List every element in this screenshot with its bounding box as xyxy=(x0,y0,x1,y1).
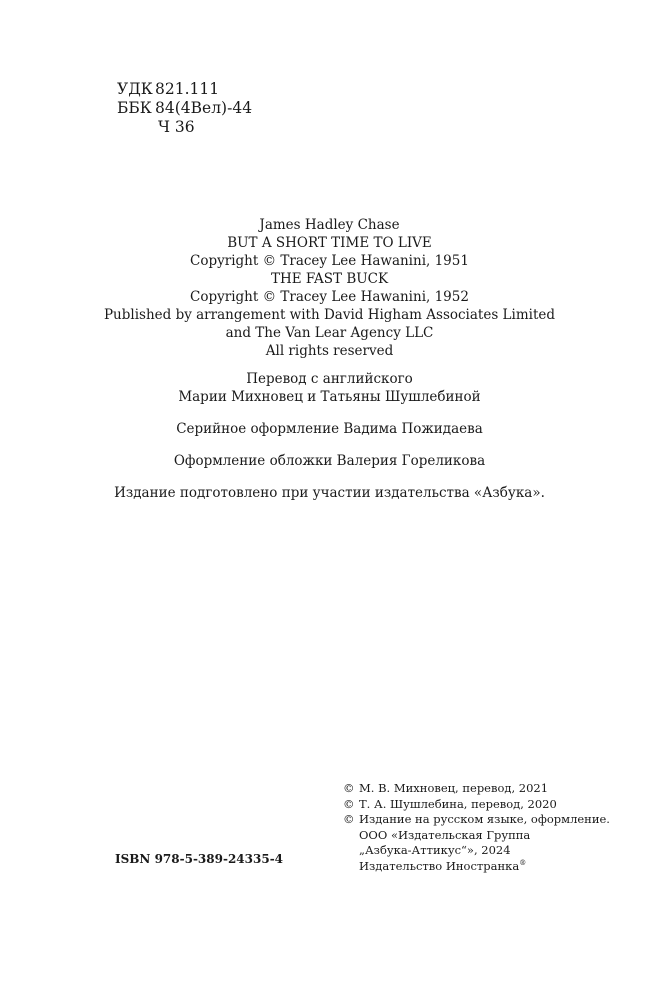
original-title-2: THE FAST BUCK xyxy=(270,271,389,287)
series-design: Серийное оформление Вадима Пожидаева xyxy=(176,421,483,437)
copyright-symbol: © xyxy=(343,781,355,795)
author-name: James Hadley Chase xyxy=(259,217,400,233)
rights-reserved: All rights reserved xyxy=(265,343,394,359)
publisher-line: „Азбука-Аттикус“», 2024 xyxy=(359,843,511,857)
classification-codes xyxy=(117,80,252,137)
copyright-notice xyxy=(343,797,610,813)
copyright-symbol: © xyxy=(343,796,355,811)
copyright-notices xyxy=(343,781,610,874)
copyright-1: Copyright © Tracey Lee Hawanini, 1951 xyxy=(190,253,469,269)
arrangement-line-2: and The Van Lear Agency LLC xyxy=(225,325,434,341)
udk-label: УДК xyxy=(117,80,153,98)
author-mark: Ч 36 xyxy=(158,118,195,136)
isbn-number: ISBN 978-5-389-24335-4 xyxy=(115,852,284,866)
registered-mark: ® xyxy=(519,858,527,867)
copyright-symbol: © xyxy=(343,812,355,826)
publisher-imprint xyxy=(343,859,610,875)
cover-design: Оформление обложки Валерия Гореликова xyxy=(173,453,486,469)
copyright-notice xyxy=(343,781,610,797)
copyright-text: Т. А. Шушлебина, перевод, 2020 xyxy=(359,796,557,811)
udk-row xyxy=(117,80,252,99)
translation-line-2: Марии Михновец и Татьяны Шушлебиной xyxy=(178,389,481,405)
participation-note: Издание подготовлено при участии издательства «Азбука». xyxy=(114,485,545,501)
publisher-line: ООО «Издательская Группа xyxy=(359,827,531,842)
arrangement-line-1: Published by arrangement with David Higham Associates Limited xyxy=(103,307,556,323)
copyright-notice xyxy=(343,812,610,828)
bbk-value: 84(4Вел)-44 xyxy=(155,99,253,117)
original-credits xyxy=(0,216,659,360)
translation-line-1: Перевод с английского xyxy=(246,371,413,387)
copyright-2: Copyright © Tracey Lee Hawanini, 1952 xyxy=(190,289,469,305)
bbk-row xyxy=(117,99,252,118)
bbk-label: ББК xyxy=(117,99,152,117)
publisher-imprint-text: Издательство Иностранка xyxy=(359,858,520,873)
copyright-text: Издание на русском языке, оформление. xyxy=(359,812,610,826)
udk-value: 821.111 xyxy=(155,80,220,98)
copyright-text: М. В. Михновец, перевод, 2021 xyxy=(359,781,549,795)
original-title-1: BUT A SHORT TIME TO LIVE xyxy=(227,235,432,251)
translation-credits xyxy=(0,370,659,406)
credits-block xyxy=(0,216,659,502)
